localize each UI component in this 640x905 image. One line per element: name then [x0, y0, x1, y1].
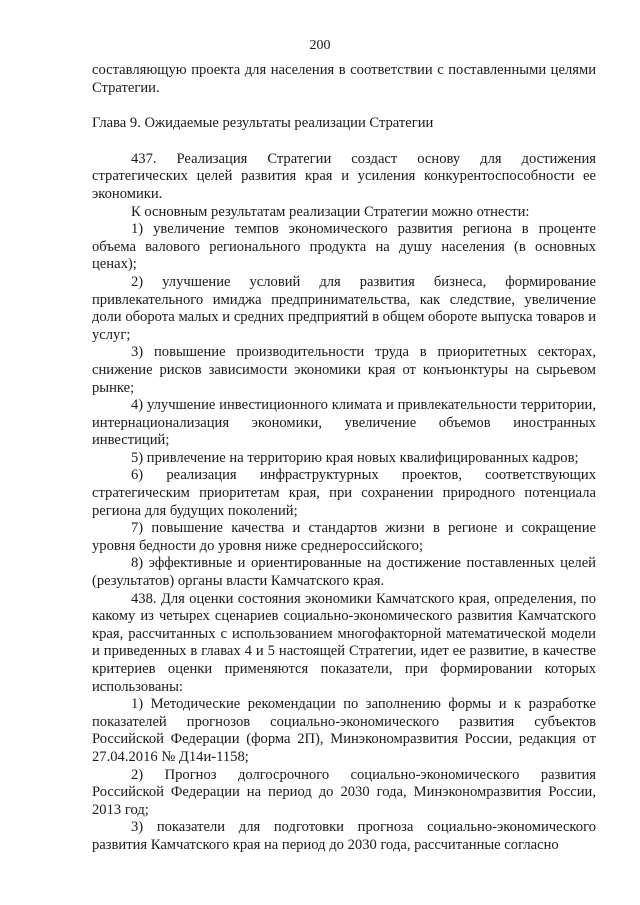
list-item: 6) реализация инфраструктурных проектов, соответствующих стратегическим приоритетам края, при сохранении природного потенциала региона для будущих поколений;: [92, 467, 596, 519]
list-item: 1) Методические рекомендации по заполнению формы и к разработке показателей прогнозов социально-экономического развития субъектов Российской Федерации (форма 2П), Минэкономразвития России, редакция от 27.04.2016 № Д14и-1158;: [92, 696, 596, 765]
page-number: 200: [309, 38, 331, 53]
list-item: 1) увеличение темпов экономического развития региона в проценте объема валового регионального продукта на душу населения (в основных ценах);: [92, 221, 596, 273]
list-item: 3) повышение производительности труда в приоритетных секторах, снижение рисков зависимости экономики края от конъюнктуры на сырьевом рынке;: [92, 344, 596, 396]
page-content: [92, 62, 596, 855]
results-lead-in: К основным результатам реализации Стратегии можно отнести:: [131, 203, 530, 220]
intro-paragraph: составляющую проекта для населения в соответствии с поставленными целями Стратегии.: [92, 62, 596, 96]
paragraph-437: 437. Реализация Стратегии создаст основу для достижения стратегических целей развития края и усиления конкурентоспособности ее экономики.: [92, 150, 596, 202]
chapter-title: Глава 9. Ожидаемые результаты реализации Стратегии: [92, 115, 434, 132]
list-item: 8) эффективные и ориентированные на достижение поставленных целей (результатов) органы власти Камчатского края.: [92, 555, 596, 590]
list-item: 2) улучшение условий для развития бизнеса, формирование привлекательного имиджа предпринимательства, как следствие, увеличение доли оборота малых и средних предприятий в общем обороте выпуска товаров и услуг;: [92, 273, 596, 343]
list-item: 4) улучшение инвестиционного климата и привлекательности территории, интернационализация экономики, увеличение объемов иностранных инвестиций;: [92, 397, 596, 449]
list-item: 2) Прогноз долгосрочного социально-экономического развития Российской Федерации на период до 2030 года, Минэкономразвития России, 2013 год;: [92, 766, 596, 818]
list-item: 5) привлечение на территорию края новых квалифицированных кадров;: [131, 449, 579, 466]
list-item: 3) показатели для подготовки прогноза социально-экономического развития Камчатского края на период до 2030 года, рассчитанные согласно: [92, 819, 596, 853]
paragraph-438: 438. Для оценки состояния экономики Камчатского края, определения, по какому из четырех сценариев социально-экономического развития Камчатского края, рассчитанных с использованием многофакторной математической модели и приведенных в главах 4 и 5 настоящей Стратегии, идет ее развитие, в качестве критериев оценки применяются показатели, при формировании которых использованы:: [92, 590, 596, 695]
list-item: 7) повышение качества и стандартов жизни в регионе и сокращение уровня бедности до уровня ниже среднероссийского;: [92, 520, 596, 554]
